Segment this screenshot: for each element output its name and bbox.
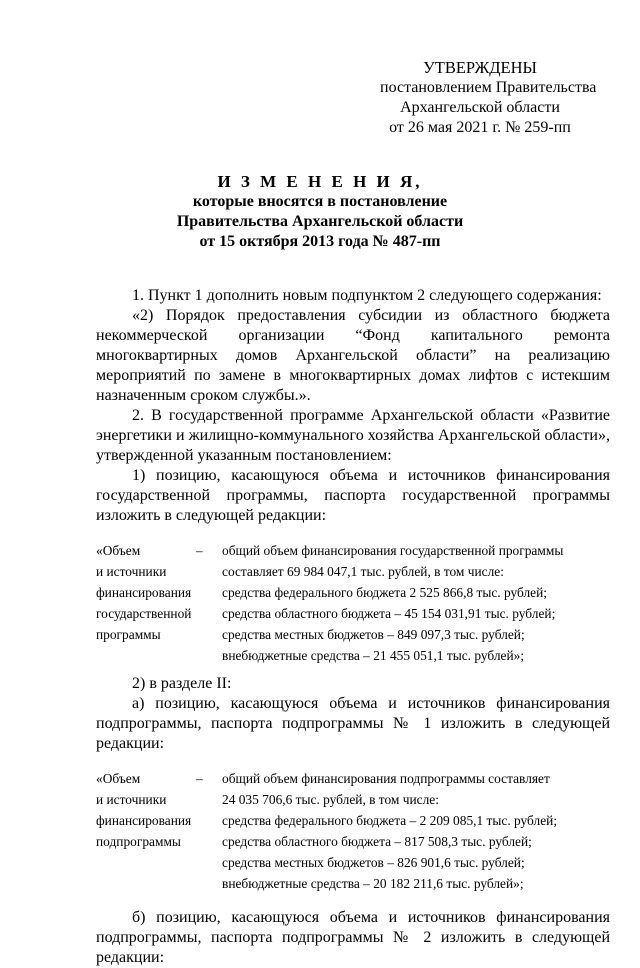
title-line-1: которые вносятся в постановление	[192, 193, 448, 210]
paragraph-5: 2) в разделе II:	[132, 675, 232, 692]
approval-line-2: Архангельской области	[400, 99, 560, 116]
title-line-3: от 15 октября 2013 года № 487-пп	[199, 233, 441, 250]
paragraph-7: б) позицию, касающуюся объема и источников финансирования подпрограммы, паспорта подпрограммы № 2 изложить в следующей редакции:	[96, 909, 610, 966]
passport-1-value-line: средства местных бюджетов – 849 097,3 тыс. рублей;	[222, 627, 525, 642]
passport-2-value-line: 24 035 706,6 тыс. рублей, в том числе:	[222, 792, 439, 807]
passport-2-label-line: финансирования	[96, 813, 192, 828]
paragraph-2: «2) Порядок предоставления субсидии из областного бюджета некоммерческой организации “Фонд капитального ремонта многоквартирных домов Архангельской области” на реализацию мероприятий по замене в многоквартирных домах лифтов с истекшим назначенным сроком службы.».	[96, 307, 610, 404]
passport-1-value-line: общий объем финансирования государственной программы	[222, 543, 564, 558]
passport-1-values	[222, 540, 610, 666]
passport-2-value-line: средства областного бюджета – 817 508,3 тыс. рублей;	[222, 834, 532, 849]
approval-line-3: от 26 мая 2021 г. № 259-пп	[389, 119, 571, 136]
passport-2-label	[96, 768, 196, 894]
passport-1-label-line: государственной	[96, 606, 192, 621]
passport-2-label-line: и источники	[96, 792, 167, 807]
document-title	[100, 172, 540, 252]
passport-2-value-line: общий объем финансирования подпрограммы составляет	[222, 771, 550, 786]
passport-1-label-line: «Объем	[96, 543, 141, 558]
passport-2-label-line: подпрограммы	[96, 834, 181, 849]
passport-table-1	[96, 540, 610, 666]
paragraph-1: 1. Пункт 1 дополнить новым подпунктом 2 следующего содержания:	[132, 287, 602, 304]
passport-table-2	[96, 768, 610, 894]
passport-2-dash: –	[196, 771, 203, 786]
passport-2-values	[222, 768, 610, 894]
passport-1-value-line: средства областного бюджета – 45 154 031,91 тыс. рублей;	[222, 606, 556, 621]
passport-2-value-line: внебюджетные средства – 20 182 211,6 тыс. рублей»;	[222, 876, 524, 891]
passport-2-value-line: средства федерального бюджета – 2 209 085,1 тыс. рублей;	[222, 813, 558, 828]
passport-2-value-line: средства местных бюджетов – 826 901,6 тыс. рублей;	[222, 855, 525, 870]
passport-1-value-line: внебюджетные средства – 21 455 051,1 тыс. рублей»;	[222, 648, 525, 663]
approval-block	[380, 58, 597, 138]
passport-2-label-line: «Объем	[96, 771, 141, 786]
passport-1-label-line: программы	[96, 627, 161, 642]
passport-1-value-line: средства федерального бюджета 2 525 866,8 тыс. рублей;	[222, 585, 548, 600]
passport-1-label	[96, 540, 196, 666]
passport-1-label-line: и источники	[96, 564, 167, 579]
passport-1-dash: –	[196, 543, 203, 558]
document-body	[96, 286, 610, 968]
title-line-2: Правительства Архангельской области	[176, 213, 464, 230]
approval-line-1: постановлением Правительства	[380, 79, 597, 96]
paragraph-3: 2. В государственной программе Архангельской области «Развитие энергетики и жилищно-коммунального хозяйства Архангельской области», утвержденной указанным постановлением:	[96, 407, 610, 464]
passport-1-label-line: финансирования	[96, 585, 192, 600]
passport-1-value-line: составляет 69 984 047,1 тыс. рублей, в том числе:	[222, 564, 504, 579]
paragraph-4: 1) позицию, касающуюся объема и источников финансирования государственной программы, паспорта государственной программы изложить в следующей редакции:	[96, 467, 610, 524]
paragraph-6: а) позицию, касающуюся объема и источников финансирования подпрограммы, паспорта подпрограммы № 1 изложить в следующей редакции:	[96, 695, 610, 752]
approval-caption: УТВЕРЖДЕНЫ	[423, 58, 537, 77]
title-heading: И З М Е Н Е Н И Я,	[217, 172, 423, 191]
